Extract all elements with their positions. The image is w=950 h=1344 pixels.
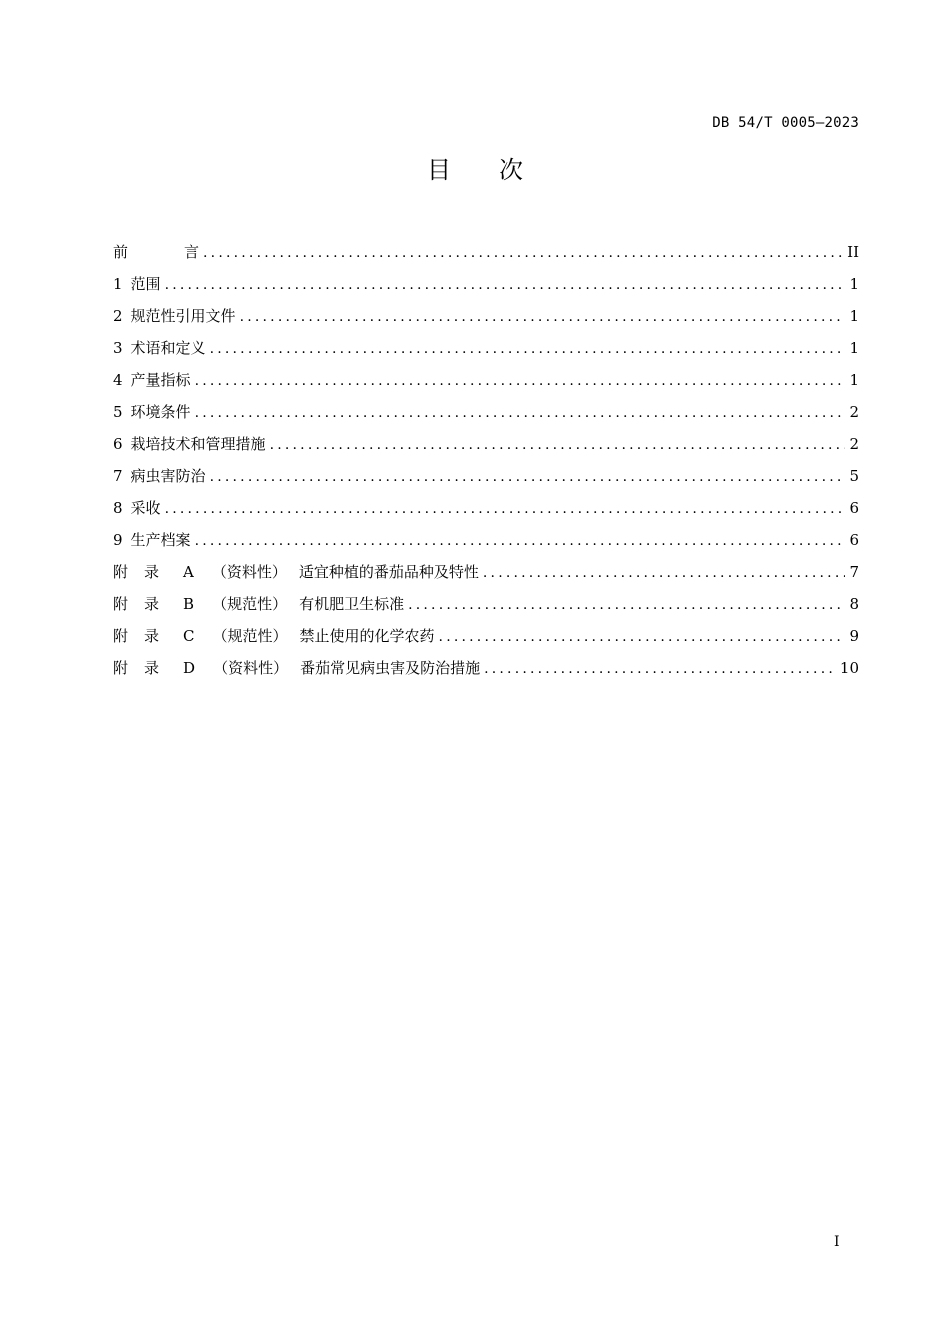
toc-entry-page: 6	[849, 531, 859, 549]
section-number: 9	[113, 531, 123, 549]
section-title: 范围	[130, 275, 161, 293]
appendix-type: （资料性）	[211, 563, 287, 581]
toc-entry-label	[113, 236, 203, 268]
title-char-1: 目	[427, 156, 451, 184]
toc-entry-appendix[interactable]	[113, 556, 859, 588]
appendix-letter: A	[183, 563, 194, 581]
appendix-letter: C	[183, 627, 195, 645]
dot-leader	[195, 397, 846, 429]
toc-entry-page: 2	[849, 403, 859, 421]
dot-leader	[165, 493, 846, 525]
section-title: 采收	[130, 499, 161, 517]
toc-entry-section[interactable]	[113, 524, 859, 556]
standard-code: DB 54/T 0005—2023	[712, 115, 859, 131]
toc-entry-label	[113, 588, 408, 620]
toc-entry-page: 1	[849, 307, 859, 325]
toc-entry-appendix[interactable]	[113, 588, 859, 620]
section-title: 术语和定义	[130, 339, 206, 357]
toc-entry-page: 1	[849, 371, 859, 389]
toc-entry-label	[113, 524, 195, 556]
toc-entry-label	[113, 428, 270, 460]
toc-entry-label	[113, 556, 483, 588]
toc-entry-page: 5	[849, 467, 859, 485]
appendix-title: 有机肥卫生标准	[299, 595, 405, 613]
preface-char-2: 言	[184, 243, 200, 261]
section-number: 1	[113, 275, 123, 293]
dot-leader	[483, 557, 846, 589]
dot-leader	[195, 525, 846, 557]
appendix-title: 番茄常见病虫害及防治措施	[300, 659, 481, 677]
toc-entry-page: 2	[849, 435, 859, 453]
toc-entry-label	[113, 620, 439, 652]
toc-entry-label	[113, 268, 165, 300]
section-number: 8	[113, 499, 123, 517]
toc-entry-page: 7	[849, 563, 859, 581]
section-number: 3	[113, 339, 123, 357]
toc-entry-label	[113, 460, 210, 492]
toc-entry-section[interactable]	[113, 268, 859, 300]
appendix-word-1: 附	[113, 563, 129, 581]
appendix-word-2: 录	[144, 659, 160, 677]
toc-entry-section[interactable]	[113, 364, 859, 396]
toc-entry-page: 8	[849, 595, 859, 613]
toc-entry-label	[113, 652, 484, 684]
appendix-word-2: 录	[144, 627, 160, 645]
dot-leader	[195, 365, 846, 397]
toc-entry-section[interactable]	[113, 460, 859, 492]
appendix-title: 禁止使用的化学农药	[299, 627, 435, 645]
toc-entry-section[interactable]	[113, 332, 859, 364]
section-title: 栽培技术和管理措施	[130, 435, 266, 453]
section-number: 6	[113, 435, 123, 453]
toc-entry-page: 9	[849, 627, 859, 645]
dot-leader	[408, 589, 845, 621]
toc-entry-page: II	[847, 243, 859, 261]
toc-entry-section[interactable]	[113, 300, 859, 332]
toc-entry-appendix[interactable]	[113, 620, 859, 652]
section-number: 5	[113, 403, 123, 421]
section-title: 病虫害防治	[130, 467, 206, 485]
toc-entry-label	[113, 492, 165, 524]
section-number: 2	[113, 307, 123, 325]
appendix-type: （资料性）	[213, 659, 289, 677]
appendix-type: （规范性）	[212, 627, 288, 645]
toc-entry-page: 1	[849, 275, 859, 293]
appendix-word-1: 附	[113, 595, 129, 613]
section-number: 7	[113, 467, 123, 485]
preface-char-1: 前	[113, 243, 129, 261]
appendix-word-2: 录	[144, 595, 160, 613]
toc-entry-label	[113, 300, 240, 332]
toc-entry-page: 10	[839, 659, 859, 677]
appendix-word-1: 附	[113, 627, 129, 645]
section-number: 4	[113, 371, 123, 389]
appendix-type: （规范性）	[212, 595, 288, 613]
toc-entry-page: 6	[849, 499, 859, 517]
dot-leader	[484, 653, 836, 685]
dot-leader	[270, 429, 846, 461]
dot-leader	[165, 269, 846, 301]
dot-leader	[439, 621, 846, 653]
toc-entry-page: 1	[849, 339, 859, 357]
toc-entry-appendix[interactable]	[113, 652, 859, 684]
section-title: 生产档案	[130, 531, 191, 549]
appendix-letter: B	[183, 595, 195, 613]
toc-entry-section[interactable]	[113, 396, 859, 428]
dot-leader	[240, 301, 846, 333]
toc-entry-label	[113, 396, 195, 428]
page-title	[0, 152, 950, 188]
toc-entry-section[interactable]	[113, 492, 859, 524]
toc-entry-preface[interactable]	[113, 236, 859, 268]
appendix-word-1: 附	[113, 659, 129, 677]
section-title: 规范性引用文件	[130, 307, 236, 325]
section-title: 环境条件	[130, 403, 191, 421]
table-of-contents	[113, 236, 859, 684]
appendix-title: 适宜种植的番茄品种及特性	[298, 563, 479, 581]
footer-page-number: I	[834, 1234, 840, 1250]
appendix-letter: D	[183, 659, 196, 677]
dot-leader	[203, 237, 843, 269]
dot-leader	[210, 333, 846, 365]
section-title: 产量指标	[130, 371, 191, 389]
toc-entry-section[interactable]	[113, 428, 859, 460]
dot-leader	[210, 461, 846, 493]
appendix-word-2: 录	[144, 563, 160, 581]
toc-entry-label	[113, 332, 210, 364]
title-char-2: 次	[499, 156, 523, 184]
toc-entry-label	[113, 364, 195, 396]
